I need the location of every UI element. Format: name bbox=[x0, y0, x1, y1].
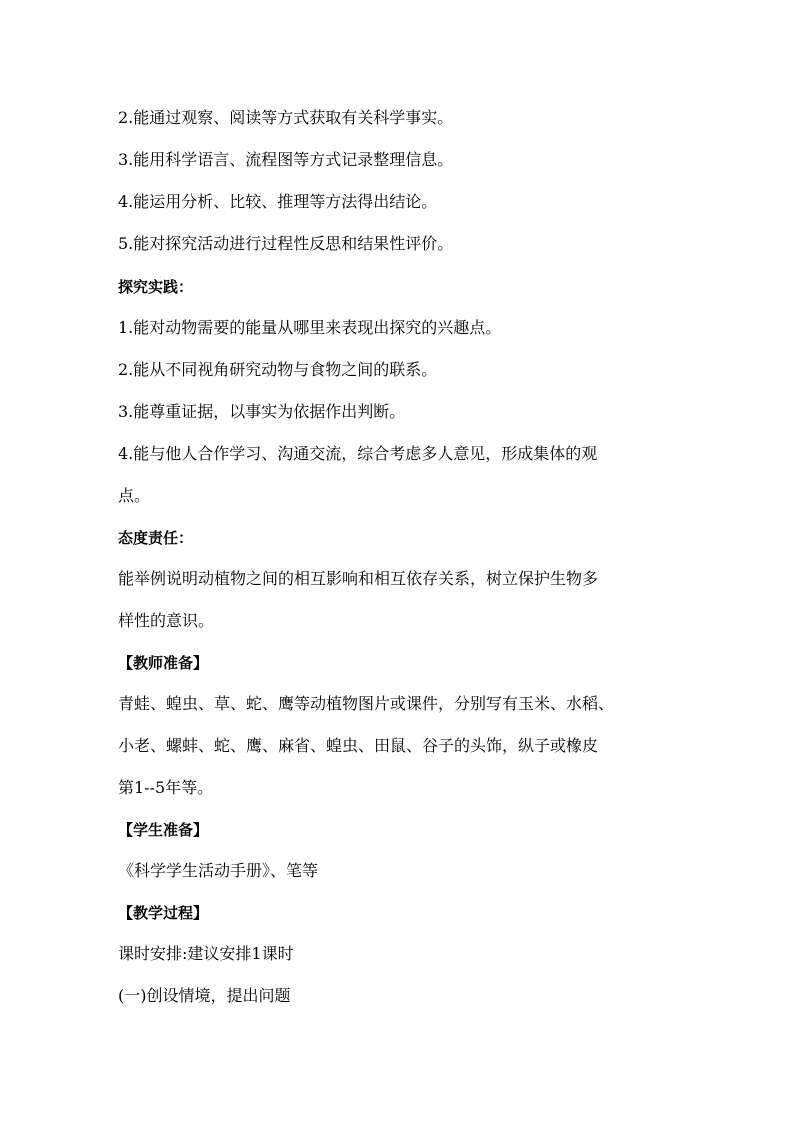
practice-item-4-line-1: 4.能与他人合作学习、沟通交流，综合考虑多人意见，形成集体的观 bbox=[118, 444, 598, 463]
student-prep-line-1: 《科学学生活动手册》、笔等 bbox=[118, 861, 319, 880]
step-one-line: (一)创设情境，提出问题 bbox=[118, 986, 291, 1005]
student-prep-heading: 【学生准备】 bbox=[118, 821, 209, 839]
attitude-line-2: 样性的意识。 bbox=[118, 611, 215, 630]
teacher-prep-heading: 【教师准备】 bbox=[118, 654, 209, 672]
process-item-3: 3.能用科学语言、流程图等方式记录整理信息。 bbox=[118, 150, 454, 169]
attitude-line-1: 能举例说明动植物之间的相互影响和相互依存关系，树立保护生物多 bbox=[118, 569, 599, 588]
schedule-line: 课时安排:建议安排1课时 bbox=[118, 944, 294, 963]
teacher-prep-line-1: 青蛙、蝗虫、草、蛇、鹰等动植物图片或课件，分别写有玉米、水稻、 bbox=[118, 694, 615, 713]
teaching-process-heading: 【教学过程】 bbox=[118, 904, 209, 922]
teacher-prep-line-3: 第1--5年等。 bbox=[118, 778, 214, 797]
attitude-heading: 态度责任： bbox=[118, 529, 194, 547]
teacher-prep-line-2: 小老、螺蚌、蛇、鹰、麻省、蝗虫、田鼠、谷子的头饰，纵子或橡皮 bbox=[118, 736, 599, 755]
practice-item-3: 3.能尊重证据，以事实为依据作出判断。 bbox=[118, 402, 406, 421]
practice-item-1: 1.能对动物需要的能量从哪里来表现出探究的兴趣点。 bbox=[118, 318, 502, 337]
practice-item-4-line-2: 点。 bbox=[118, 486, 151, 505]
process-item-4: 4.能运用分析、比较、推理等方法得出结论。 bbox=[118, 192, 438, 211]
process-item-5: 5.能对探究活动进行过程性反思和结果性评价。 bbox=[118, 234, 454, 253]
process-item-2: 2.能通过观察、阅读等方式获取有关科学事实。 bbox=[118, 108, 454, 127]
practice-item-2: 2.能从不同视角研究动物与食物之间的联系。 bbox=[118, 360, 438, 379]
practice-heading: 探究实践： bbox=[118, 278, 194, 296]
